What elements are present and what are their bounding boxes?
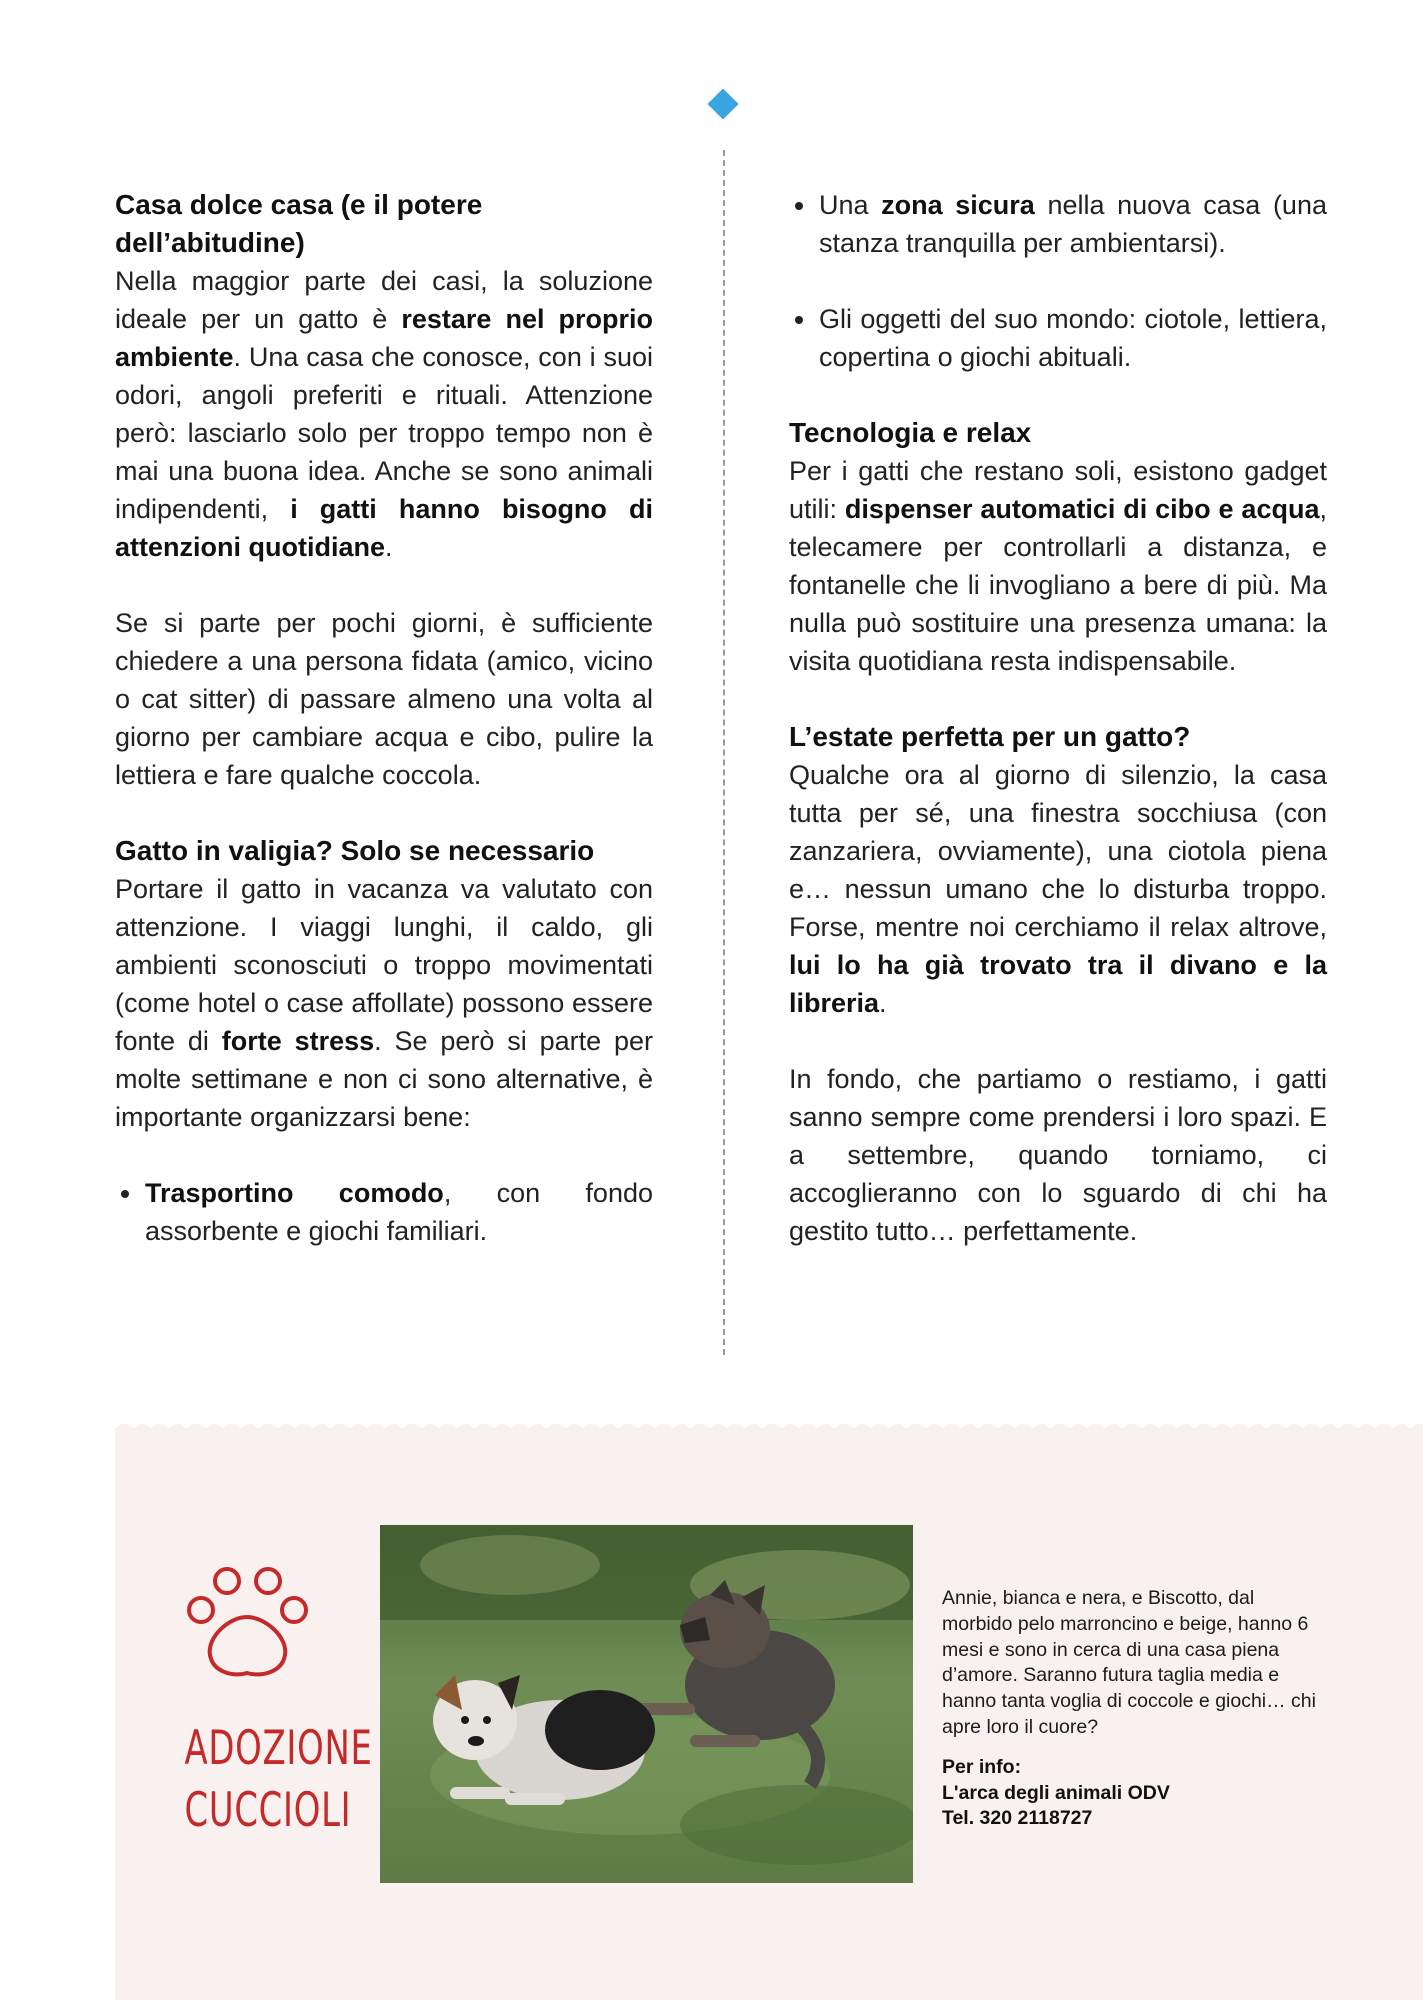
adoption-title: ADOZIONE CUCCIOLI: [184, 1721, 373, 1838]
paragraph-casa-1: Nella maggior parte dei casi, la soluzione ideale per un gatto è restare nel proprio ambiente. Una casa che conosce, con i suoi odori, angoli preferiti e rituali. Attenzione però: lasciarlo solo per troppo tempo non è mai una buona idea. Anche se sono animali indipendenti, i gatti hanno bisogno di attenzioni quotidiane.: [115, 266, 653, 562]
dogs-photo-illustration: [380, 1525, 913, 1883]
paw-icon: [185, 1565, 310, 1680]
paragraph-casa-2: Se si parte per pochi giorni, è sufficiente chiedere a una persona fidata (amico, vicino o cat sitter) di passare almeno una volta al giorno per cambiare acqua e cibo, pulire la lettiera e fare qualche coccola.: [115, 608, 653, 790]
column-divider: [723, 150, 725, 1355]
bullet-list: [789, 300, 1327, 376]
paragraph-tecnologia: Per i gatti che restano soli, esistono gadget utili: dispenser automatici di cibo e acqua, telecamere per controllarli a distanza, e fontanelle che li invogliano a bere di più. Ma nulla può sostituire una presenza umana: la visita quotidiana resta indispensabile.: [789, 456, 1327, 676]
section-heading-tecnologia: Tecnologia e relax: [789, 417, 1032, 448]
left-column: [115, 186, 653, 1250]
right-column: [789, 186, 1327, 1250]
adoption-description-block: [942, 1586, 1327, 1832]
list-item: Una zona sicura nella nuova casa (una stanza tranquilla per ambientarsi).: [819, 186, 1327, 262]
adoption-contact: Per info: L'arca degli animali ODV Tel. 320 2118727: [942, 1755, 1170, 1830]
adoption-description: Annie, bianca e nera, e Biscotto, dal morbido pelo marroncino e beige, hanno 6 mesi e sono in cerca di una casa piena d’amore. Saranno futura taglia media e hanno tanta voglia di coccole e giochi… chi apre loro il cuore?: [942, 1587, 1316, 1738]
section-heading-casa: Casa dolce casa (e il potere dell’abitudine): [115, 189, 483, 258]
section-heading-estate: L’estate perfetta per un gatto?: [789, 721, 1191, 752]
paragraph-estate-2: In fondo, che partiamo o restiamo, i gatti sanno sempre come prendersi i loro spazi. E a settembre, quando torniamo, ci accoglieranno con lo sguardo di chi ha gestito tutto… perfettamente.: [789, 1064, 1327, 1246]
phone-number[interactable]: Tel. 320 2118727: [942, 1807, 1093, 1830]
dogs-photo: [380, 1525, 913, 1883]
section-heading-valigia: Gatto in valigia? Solo se necessario: [115, 835, 595, 866]
diamond-ornament: [707, 88, 738, 119]
list-item: Trasportino comodo, con fondo assorbente e giochi familiari.: [145, 1174, 653, 1250]
bullet-list: [789, 186, 1327, 262]
list-item: Gli oggetti del suo mondo: ciotole, lettiera, copertina o giochi abituali.: [819, 300, 1327, 376]
paragraph-valigia: Portare il gatto in vacanza va valutato con attenzione. I viaggi lunghi, il caldo, gli ambienti sconosciuti o troppo movimentati (come hotel o case affollate) possono essere fonte di forte stress. Se però si parte per molte settimane e non ci sono alternative, è importante organizzarsi bene:: [115, 874, 653, 1132]
paragraph-estate-1: Qualche ora al giorno di silenzio, la casa tutta per sé, una finestra socchiusa (con zanzariera, ovviamente), una ciotola piena e… nessun umano che lo disturba troppo. Forse, mentre noi cerchiamo il relax altrove, lui lo ha già trovato tra il divano e la libreria.: [789, 760, 1327, 1018]
bullet-list: [115, 1174, 653, 1250]
